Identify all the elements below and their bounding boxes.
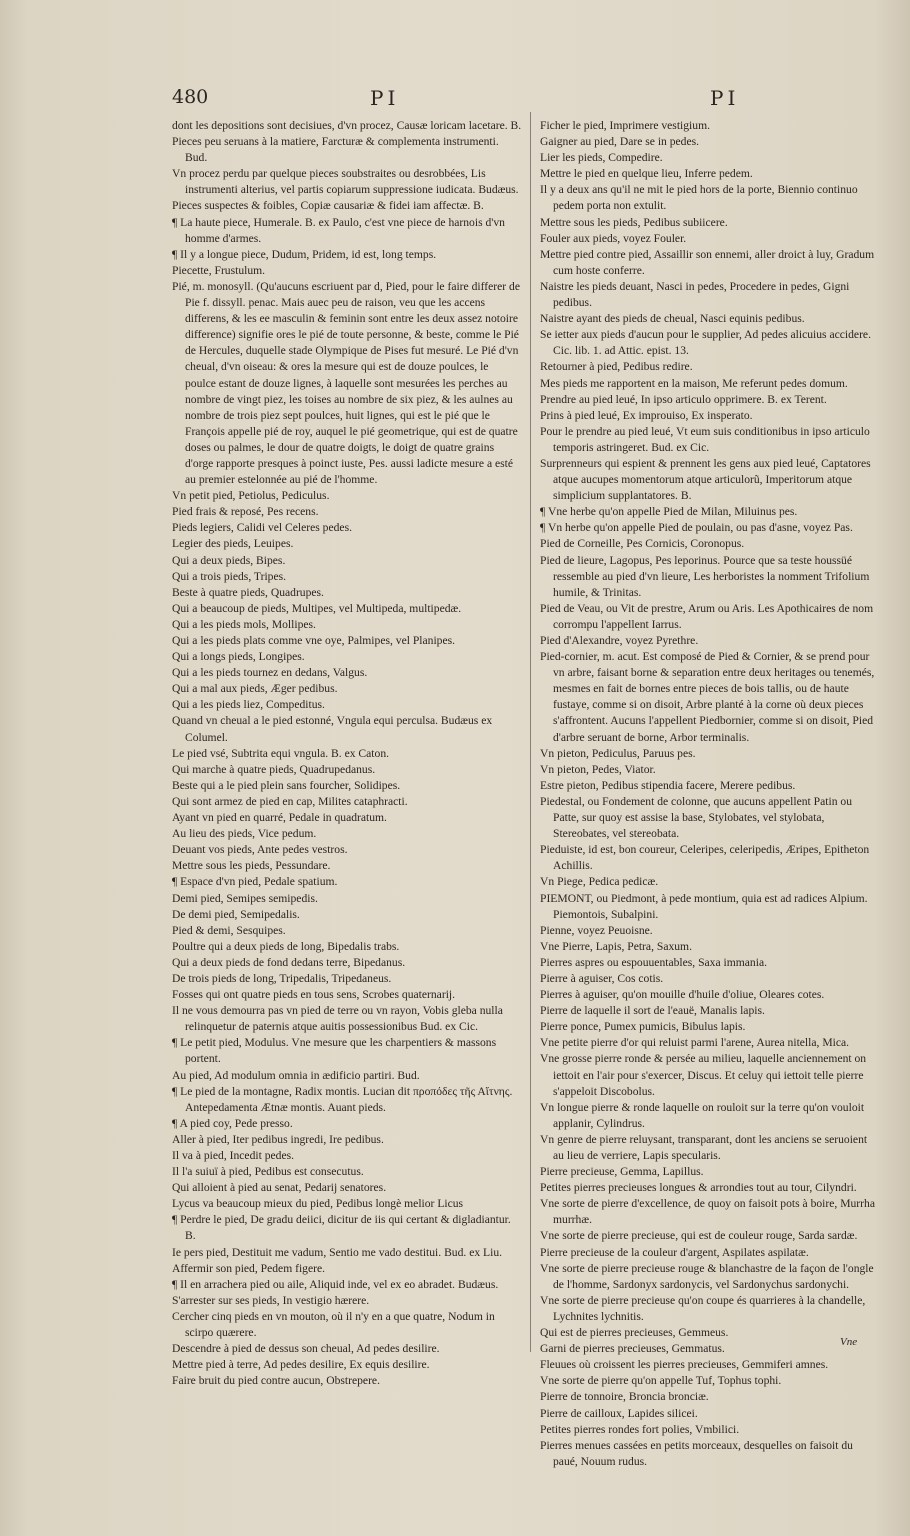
dictionary-entry: Qui marche à quatre pieds, Quadrupedanus. — [172, 762, 376, 776]
dictionary-entry: Vne Pierre, Lapis, Petra, Saxum. — [540, 939, 692, 953]
dictionary-entry: Vne sorte de pierre d'excellence, de quoy on faisoit pots à boire, Murrha murrhæ. — [540, 1197, 875, 1227]
dictionary-entry: Fouler aux pieds, voyez Fouler. — [540, 231, 687, 245]
dictionary-entry: Qui a les pieds liez, Compeditus. — [172, 698, 325, 712]
dictionary-entry: Vne petite pierre d'or qui reluist parmi l'arene, Aurea nitella, Mica. — [540, 1036, 850, 1050]
dictionary-entry: Pié, m. monosyll. (Qu'aucuns escriuent par d, Pied, pour le faire differer de Pie f. dissyll. penac. Mais auec peu de raison, veu que les accens differens, & les ee masculin & feminin sont entre les deux assez notoire difference) signifie ores le pié de toute personne, & beste, comme le Pié de Hercules, duquelle stade Olympique de Pises fut mesuré. Le Pié d'vn cheual, d'vn oiseau: & ores la mesure qui est de douze poulces, le poulce estant de douze lignes, à laquelle sont mesurées les perches au nombre de vingt piez, les toises au nombre de six piez, & les aulnes au nombre de trois piez sept poulces, huit lignes, qui est le pié que le François appelle pié de roy, auquel le pié geometrique, qui est de quatre doses ou palmes, le dour de quatre doigts, le doigt de quatre grains d'orge rapporte presques à poinct iuste, Pes. aussi ladicte mesure a esté au premier estelonnée au pié de l'homme. — [172, 279, 520, 487]
dictionary-entry: Au pied, Ad modulum omnia in ædificio partiri. Bud. — [172, 1068, 420, 1082]
dictionary-entry: Pierre de laquelle il sort de l'eauë, Manalis lapis. — [540, 1004, 765, 1018]
dictionary-entry: Vn procez perdu par quelque pieces soubstraites ou desrobbées, Lis instrumenti alterius, vel partis copiarum suppressione iudicata. Budæus. — [172, 167, 519, 197]
dictionary-entry: Prins à pied leué, Ex improuiso, Ex insperato. — [540, 408, 753, 422]
dictionary-entry: Pieces suspectes & foibles, Copiæ causariæ & fidei iam affectæ. B. — [172, 199, 484, 213]
dictionary-entry: Vne sorte de pierre qu'on appelle Tuf, Tophus tophi. — [540, 1374, 782, 1388]
dictionary-entry: ¶ Le petit pied, Modulus. Vne mesure que les charpentiers & massons portent. — [172, 1036, 497, 1066]
dictionary-entry: Pierres à aguiser, qu'on mouille d'huile d'oliue, Oleares cotes. — [540, 988, 825, 1002]
dictionary-entry: Qui a deux pieds, Bipes. — [172, 553, 286, 567]
dictionary-entry: Pierres menues cassées en petits morceaux, desquelles on faisoit du paué, Nouum rudus. — [540, 1438, 853, 1468]
dictionary-entry: Le pied vsé, Subtrita equi vngula. B. ex Caton. — [172, 746, 390, 760]
dictionary-entry: Qui a deux pieds de fond dedans terre, Bipedanus. — [172, 955, 406, 969]
dictionary-entry: Vne sorte de pierre precieuse rouge & blanchastre de la façon de l'ongle de l'homme, Sardonyx sardonycis, vel Sardonychus sardonychi. — [540, 1261, 874, 1291]
dictionary-entry: Il ne vous demourra pas vn pied de terre ou vn rayon, Vobis gleba nulla relinquetur de paternis atque auitis possessionibus Bud. ex Cic. — [172, 1004, 503, 1034]
dictionary-entry: Prendre au pied leué, In ipso articulo opprimere. B. ex Terent. — [540, 392, 827, 406]
running-head-right: PI — [710, 86, 740, 110]
dictionary-entry: Legier des pieds, Leuipes. — [172, 537, 294, 551]
dictionary-entry: Demi pied, Semipes semipedis. — [172, 891, 318, 905]
left-column — [172, 118, 522, 1388]
dictionary-entry: Pied de Veau, ou Vit de prestre, Arum ou Aris. Les Apothicaires de nom corrompu l'appellent Iarrus. — [540, 601, 874, 631]
right-column — [540, 118, 878, 1468]
dictionary-entry: Qui sont armez de pied en cap, Milites cataphracti. — [172, 794, 408, 808]
dictionary-entry: De demi pied, Semipedalis. — [172, 907, 300, 921]
dictionary-entry: Ficher le pied, Imprimere vestigium. — [540, 119, 710, 132]
dictionary-entry: Ie pers pied, Destituit me vadum, Sentio me vado destitui. Bud. ex Liu. — [172, 1245, 503, 1259]
dictionary-entry: Surprenneurs qui espient & prennent les gens aux pied leué, Captatores atque aucupes momentorum atque articulorũ, Imperitorum atque simplicium supplantatores. B. — [540, 456, 871, 503]
dictionary-entry: Cercher cinq pieds en vn mouton, où il n'y en a que quatre, Nodum in scirpo quærere. — [172, 1309, 495, 1340]
dictionary-entry: Lycus va beaucoup mieux du pied, Pedibus longè melior Licus — [172, 1197, 464, 1211]
dictionary-entry: ¶ La haute piece, Humerale. B. ex Paulo, c'est vne piece de harnois d'vn homme d'armes. — [172, 215, 505, 245]
dictionary-entry: ¶ Espace d'vn pied, Pedale spatium. — [172, 875, 338, 889]
dictionary-entry: Pied d'Alexandre, voyez Pyrethre. — [540, 634, 699, 647]
dictionary-entry: Vne sorte de pierre precieuse, qui est de couleur rouge, Sarda sardæ. — [540, 1229, 858, 1243]
dictionary-entry: Piedestal, ou Fondement de colonne, que aucuns appellent Patin ou Patte, sur quoy est assise la base, Stylobates, vel stylobata, Stereobates, vel stereobata. — [540, 794, 852, 841]
dictionary-entry: Qui a mal aux pieds, Æger pedibus. — [172, 682, 338, 696]
dictionary-entry: Faire bruit du pied contre aucun, Obstrepere. — [172, 1374, 380, 1388]
dictionary-entry: ¶ Vne herbe qu'on appelle Pied de Milan, Miluinus pes. — [540, 505, 798, 519]
dictionary-entry: Mettre pied à terre, Ad pedes desilire, Ex equis desilire. — [172, 1358, 430, 1372]
page-header — [172, 86, 878, 116]
dictionary-entry: Vn pieton, Pediculus, Paruus pes. — [540, 746, 696, 760]
dictionary-entry: Vn genre de pierre reluysant, transparant, dont les anciens se seruoient au lieu de verriere, Lapis specularis. — [540, 1132, 868, 1162]
dictionary-entry: Au lieu des pieds, Vice pedum. — [172, 827, 317, 841]
dictionary-entry: PIEMONT, ou Piedmont, à pede montium, quia est ad radices Alpium. Piemontois, Subalpini. — [540, 891, 868, 921]
dictionary-entry: Pierre precieuse, Gemma, Lapillus. — [540, 1165, 704, 1179]
dictionary-entry: Pied frais & reposé, Pes recens. — [172, 505, 319, 519]
dictionary-entry: ¶ A pied coy, Pede presso. — [172, 1116, 293, 1130]
dictionary-entry: Il y a deux ans qu'il ne mit le pied hors de la porte, Biennio continuo pedem porta non extulit. — [540, 183, 858, 213]
dictionary-entry: Pierre de cailloux, Lapides silicei. — [540, 1406, 698, 1420]
dictionary-entry: Vn Piege, Pedica pedicæ. — [540, 875, 659, 889]
dictionary-entry: Deuant vos pieds, Ante pedes vestros. — [172, 843, 348, 857]
dictionary-entry: ¶ Le pied de la montagne, Radix montis. Lucian dit προπόδες τῆς Αἴτνης. Antepedamenta Ætnæ montis. Auant pieds. — [172, 1084, 513, 1114]
dictionary-entry: Estre pieton, Pedibus stipendia facere, Merere pedibus. — [540, 778, 796, 792]
dictionary-entry: Qui alloient à pied au senat, Pedarij senatores. — [172, 1181, 387, 1195]
dictionary-entry: Vne sorte de pierre precieuse qu'on coupe és quarrieres à la chandelle, Lychnites lychnitis. — [540, 1293, 866, 1323]
dictionary-entry: De trois pieds de long, Tripedalis, Tripedaneus. — [172, 971, 392, 985]
dictionary-entry: Gaigner au pied, Dare se in pedes. — [540, 135, 700, 149]
dictionary-entry: Pierre de tonnoire, Broncia bronciæ. — [540, 1390, 709, 1404]
dictionary-entry: Petites pierres precieuses longues & arrondies tout au tour, Cilyndri. — [540, 1181, 857, 1195]
column-divider — [530, 112, 531, 1352]
dictionary-entry: Vn petit pied, Petiolus, Pediculus. — [172, 489, 330, 503]
dictionary-entry: Qui a les pieds tournez en dedans, Valgus. — [172, 666, 368, 680]
dictionary-entry: Mettre pied contre pied, Assaillir son ennemi, aller droict à luy, Gradum cum hoste conferre. — [540, 247, 875, 277]
dictionary-entry: Retourner à pied, Pedibus redire. — [540, 360, 693, 374]
dictionary-entry: Mettre sous les pieds, Pedibus subiicere. — [540, 215, 728, 229]
dictionary-entry: Naistre les pieds deuant, Nasci in pedes, Procedere in pedes, Gigni pedibus. — [540, 279, 850, 310]
dictionary-entry: ¶ Il en arrachera pied ou aile, Aliquid inde, vel ex eo abradet. Budæus. — [172, 1277, 499, 1291]
dictionary-entry: Petites pierres rondes fort polies, Vmbilici. — [540, 1422, 740, 1436]
dictionary-entry: Vn pieton, Pedes, Viator. — [540, 762, 656, 776]
dictionary-entry: Affermir son pied, Pedem figere. — [172, 1261, 326, 1275]
dictionary-entry: Beste à quatre pieds, Quadrupes. — [172, 585, 324, 599]
dictionary-entry: Ayant vn pied en quarré, Pedale in quadratum. — [172, 811, 387, 825]
dictionary-entry: ¶ Vn herbe qu'on appelle Pied de poulain, ou pas d'asne, voyez Pas. — [540, 521, 853, 535]
dictionary-entry: Qui a les pieds plats comme vne oye, Palmipes, vel Planipes. — [172, 634, 456, 647]
dictionary-entry: Lier les pieds, Compedire. — [540, 151, 663, 165]
dictionary-entry: Pierres aspres ou espouuentables, Saxa immania. — [540, 955, 767, 969]
dictionary-entry: Poultre qui a deux pieds de long, Bipedalis trabs. — [172, 939, 400, 953]
dictionary-entry: Aller à pied, Iter pedibus ingredi, Ire pedibus. — [172, 1132, 384, 1146]
dictionary-entry: Naistre ayant des pieds de cheual, Nasci equinis pedibus. — [540, 312, 805, 326]
dictionary-entry: Mettre sous les pieds, Pessundare. — [172, 859, 331, 873]
dictionary-entry: dont les depositions sont decisiues, d'vn procez, Causæ loricam lacetare. B. — [172, 119, 522, 132]
dictionary-entry: S'arrester sur ses pieds, In vestigio hærere. — [172, 1293, 370, 1307]
dictionary-entry: Qui a longs pieds, Longipes. — [172, 650, 305, 664]
dictionary-entry: Se ietter aux pieds d'aucun pour le supplier, Ad pedes alicuius accidere. Cic. lib. 1. ad Attic. epist. 13. — [540, 328, 871, 358]
dictionary-entry: Garni de pierres precieuses, Gemmatus. — [540, 1342, 725, 1356]
dictionary-entry: Vn longue pierre & ronde laquelle on rouloit sur la terre qu'on vouloit applanir, Cylindrus. — [540, 1100, 865, 1130]
dictionary-entry: Pierre à aguiser, Cos cotis. — [540, 971, 664, 985]
dictionary-entry: Il l'a suiuï à pied, Pedibus est consecutus. — [172, 1165, 364, 1179]
dictionary-entry: Qui a trois pieds, Tripes. — [172, 569, 287, 583]
page-number: 480 — [172, 86, 209, 108]
dictionary-entry: Beste qui a le pied plein sans fourcher, Solidipes. — [172, 778, 401, 792]
dictionary-entry: Pied & demi, Sesquipes. — [172, 923, 286, 937]
dictionary-entry: Pieduiste, id est, bon coureur, Celeripes, celeripedis, Æripes, Epitheton Achillis. — [540, 843, 870, 873]
dictionary-entry: Pieces peu seruans à la matiere, Farcturæ & complementa instrumenti. Bud. — [172, 135, 499, 165]
dictionary-entry: Pienne, voyez Peuoisne. — [540, 923, 653, 937]
dictionary-entry: Fosses qui ont quatre pieds en tous sens, Scrobes quaternarij. — [172, 988, 456, 1002]
dictionary-entry: Pied de lieure, Lagopus, Pes leporinus. Pource que sa teste houssüé ressemble au pied d'vn lieure, Les herboristes la nomment Trifolium humile, & Trinitas. — [540, 553, 870, 599]
dictionary-entry: Mes pieds me rapportent en la maison, Me referunt pedes domum. — [540, 376, 848, 390]
dictionary-entry: Il va à pied, Incedit pedes. — [172, 1149, 295, 1162]
dictionary-entry: Pied-cornier, m. acut. Est composé de Pied & Cornier, & se prend pour vn arbre, faisant borne & separation entre deux heritages ou tenemés, mesmes en fait de bornes entre pieces de bois tallis, ou de haute fustaye, comme si on disoit, Arbre planté à la corne où deux pieces s'affrontent. Aucuns l'appellent Piedbornier, comme si on disoit, Pied d'arbre seruant de borne, Arbor terminalis. — [540, 650, 875, 744]
catchword: Vne — [840, 1336, 858, 1348]
dictionary-entry: Descendre à pied de dessus son cheual, Ad pedes desilire. — [172, 1342, 440, 1356]
dictionary-entry: Piecette, Frustulum. — [172, 263, 266, 277]
running-head-left: PI — [370, 86, 400, 110]
dictionary-entry: ¶ Il y a longue piece, Dudum, Pridem, id est, long temps. — [172, 247, 437, 261]
dictionary-entry: Pour le prendre au pied leué, Vt eum suis conditionibus in ipso articulo temporis astringeret. Bud. ex Cic. — [540, 424, 870, 454]
dictionary-entry: Qui est de pierres precieuses, Gemmeus. — [540, 1326, 729, 1340]
dictionary-entry: ¶ Perdre le pied, De gradu deiici, dicitur de iis qui certant & digladiantur. B. — [172, 1213, 511, 1243]
dictionary-entry: Pieds legiers, Calidi vel Celeres pedes. — [172, 521, 352, 535]
dictionary-entry: Vne grosse pierre ronde & persée au milieu, laquelle anciennement on iettoit en l'air pour s'exercer, Discus. Et celuy qui iettoit telle pierre s'appeloit Discobolus. — [540, 1052, 867, 1098]
dictionary-entry: Pierre precieuse de la couleur d'argent, Aspilates aspilatæ. — [540, 1245, 809, 1259]
dictionary-entry: Qui a beaucoup de pieds, Multipes, vel Multipeda, multipedæ. — [172, 601, 462, 615]
dictionary-entry: Pied de Corneille, Pes Cornicis, Coronopus. — [540, 537, 745, 551]
dictionary-entry: Quand vn cheual a le pied estonné, Vngula equi perculsa. Budæus ex Columel. — [172, 714, 493, 744]
dictionary-entry: Mettre le pied en quelque lieu, Inferre pedem. — [540, 167, 753, 181]
dictionary-entry: Fleuues où croissent les pierres precieuses, Gemmiferi amnes. — [540, 1358, 829, 1372]
dictionary-entry: Qui a les pieds mols, Mollipes. — [172, 617, 316, 631]
dictionary-entry: Pierre ponce, Pumex pumicis, Bibulus lapis. — [540, 1020, 746, 1034]
